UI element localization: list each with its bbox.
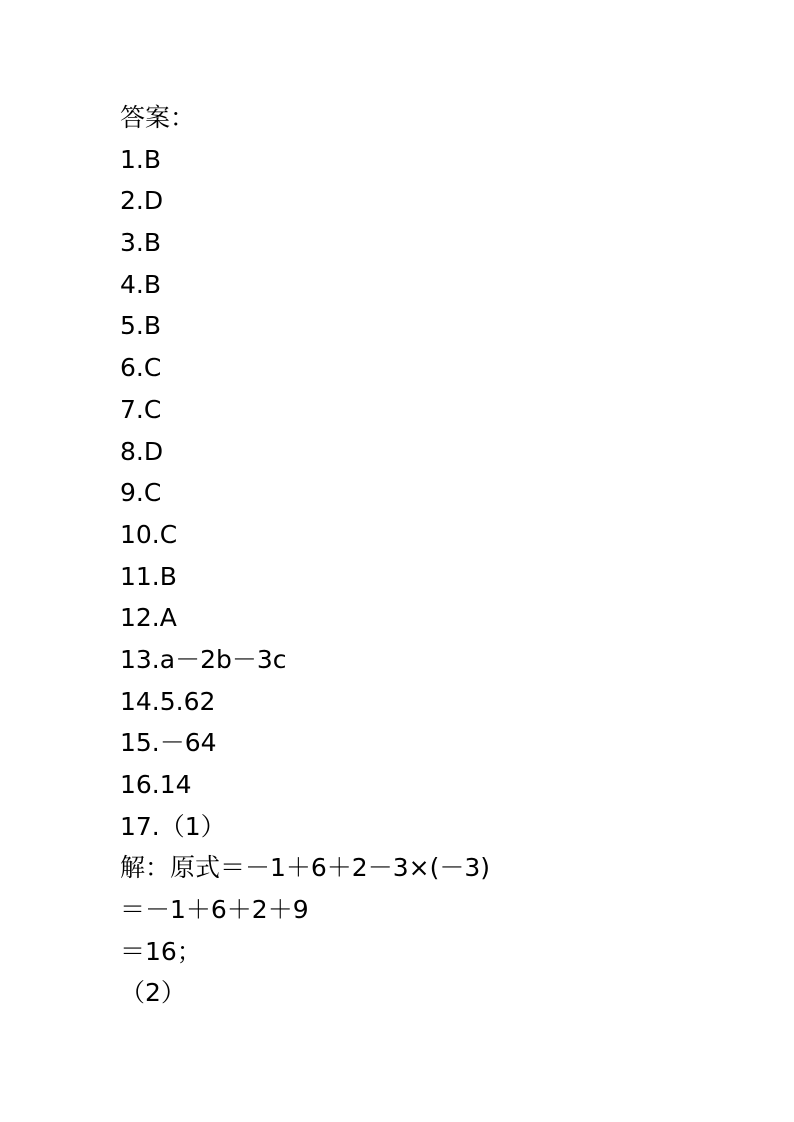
solution-line-3: ＝16；: [120, 936, 202, 966]
answer-line-7: 7.C: [120, 394, 162, 424]
answer-line-17: 17.（1）: [120, 811, 226, 841]
answer-line-11: 11.B: [120, 561, 177, 591]
answer-line-3: 3.B: [120, 228, 162, 258]
answer-line-1: 1.B: [120, 144, 162, 174]
answer-line-6: 6.C: [120, 353, 162, 383]
solution-line-1: 解：原式＝－1＋6＋2－3×(－3): [120, 853, 490, 883]
answer-line-12: 12.A: [120, 603, 177, 633]
part-2-label: （2）: [120, 978, 186, 1008]
solution-line-2: ＝－1＋6＋2＋9: [120, 895, 309, 925]
answer-line-9: 9.C: [120, 478, 162, 508]
answer-line-14: 14.5.62: [120, 686, 216, 716]
answer-line-2: 2.D: [120, 186, 164, 216]
answer-line-13: 13.a－2b－3c: [120, 644, 287, 674]
answer-line-16: 16.14: [120, 770, 192, 799]
answer-line-8: 8.D: [120, 436, 164, 466]
answer-line-4: 4.B: [120, 269, 162, 299]
answer-line-15: 15.－64: [120, 728, 217, 758]
answer-heading: 答案：: [120, 103, 196, 132]
answer-content: [120, 97, 760, 1014]
answer-line-10: 10.C: [120, 519, 178, 549]
answer-line-5: 5.B: [120, 311, 162, 341]
